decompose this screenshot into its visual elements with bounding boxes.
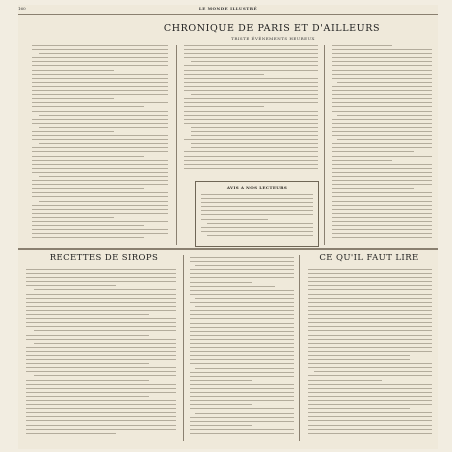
text-line [32,233,168,234]
text-line [201,194,313,195]
text-line [184,90,318,91]
text-line [195,306,294,307]
text-line [32,102,168,103]
text-line [32,49,168,50]
notice-body [201,194,313,242]
text-line [332,164,432,165]
text-line [190,392,294,393]
text-line [32,57,168,58]
text-line [190,404,252,405]
text-line [32,205,168,206]
text-line [190,323,294,324]
text-line [184,78,318,79]
text-line [332,61,432,62]
text-line [308,343,432,344]
text-line [26,273,176,274]
text-line [184,168,318,169]
text-line [190,314,294,315]
chronique-subtitle: TRISTE ÉVÉNEMENTS HEUREUX [231,36,315,41]
text-line [332,102,432,103]
text-line [190,294,294,295]
text-line [308,306,432,307]
text-line [26,412,176,413]
text-line [26,347,176,348]
text-line [308,326,432,327]
text-line [308,388,432,389]
column-divider [324,45,325,245]
text-line [190,384,294,385]
text-line [308,289,432,290]
text-line [32,188,144,189]
text-line [308,351,432,352]
newspaper-page [18,5,438,449]
text-line [332,176,432,177]
running-head [18,5,438,13]
column-divider [183,255,184,441]
text-line [308,302,432,303]
text-line [32,151,168,152]
text-line [184,156,318,157]
text-line [308,285,432,286]
text-line [308,380,382,381]
text-line [332,188,414,189]
text-line [190,331,294,332]
text-line [32,111,168,112]
text-line [32,123,168,124]
text-line [190,429,294,430]
text-line [39,127,168,128]
text-line [26,359,176,360]
text-line [207,235,313,236]
text-line [26,294,176,295]
text-line [308,281,432,282]
text-line [32,196,168,197]
text-line [308,273,432,274]
text-line [190,355,294,356]
text-line [190,286,275,287]
text-line [332,70,432,71]
text-line [332,151,414,152]
lire-title: CE QU'IL FAUT LIRE [319,253,419,263]
text-line [26,420,176,421]
text-line [190,417,294,418]
text-line [308,363,432,364]
page-number: 160 [18,6,26,11]
text-line [308,367,432,368]
text-line [26,306,176,307]
text-line [332,94,432,95]
text-line [34,343,177,344]
text-line [308,404,432,405]
text-line [39,115,168,116]
text-line [26,298,176,299]
text-line [190,273,294,274]
text-line [337,139,432,140]
text-line [26,339,176,340]
text-line [190,433,294,434]
text-line [184,57,318,58]
text-line [26,314,149,315]
text-line [32,131,114,132]
text-line [190,343,294,344]
text-line [184,98,318,99]
text-line [332,131,432,132]
chronique-column-2 [184,45,318,175]
text-line [201,219,268,220]
text-line [332,90,432,91]
text-line [308,400,432,401]
text-line [26,392,176,393]
text-line [308,269,432,270]
text-line [190,351,294,352]
text-line [190,400,294,401]
section-rule [18,248,438,250]
text-line [32,94,168,95]
text-line [191,61,318,62]
text-line [201,231,313,232]
text-line [191,147,318,148]
text-line [32,160,168,161]
text-line [32,119,168,120]
text-line [26,408,176,409]
text-line [190,363,294,364]
text-line [190,282,252,283]
text-line [26,371,176,372]
text-line [308,384,432,385]
text-line [184,139,318,140]
text-line [32,168,168,169]
column-divider [299,255,300,441]
text-line [190,261,294,262]
text-line [332,98,432,99]
text-line [308,277,432,278]
text-line [190,396,294,397]
text-line [332,229,432,230]
text-line [26,400,176,401]
text-line [26,416,176,417]
text-line [332,106,432,107]
text-line [26,355,176,356]
text-line [191,94,318,95]
text-line [195,413,294,414]
text-line [190,327,294,328]
text-line [184,160,318,161]
text-line [32,213,168,214]
text-line [308,429,432,430]
text-line [26,322,176,323]
text-line [308,339,432,340]
text-line [201,227,313,228]
text-line [26,404,176,405]
text-line [32,229,168,230]
text-line [26,425,176,426]
chronique-title: CHRONIQUE DE PARIS ET D'AILLEURS [163,23,381,34]
text-line [332,119,432,120]
text-line [184,70,318,71]
text-line [184,151,318,152]
text-line [190,388,294,389]
text-line [32,90,168,91]
text-line [32,78,168,79]
text-line [32,192,168,193]
text-line [39,201,168,202]
text-line [332,160,392,161]
text-line [32,106,144,107]
text-line [308,375,432,376]
text-line [201,206,313,207]
text-line [190,359,294,360]
text-line [190,421,294,422]
text-line [26,310,176,311]
text-line [32,98,114,99]
text-line [308,396,432,397]
text-line [26,384,176,385]
text-line [32,237,144,238]
text-line [332,78,432,79]
text-line [32,70,114,71]
text-line [332,201,432,202]
text-line [195,265,294,266]
text-line [184,86,318,87]
text-line [332,205,432,206]
column-divider [176,45,177,245]
text-line [332,237,432,238]
text-line [190,310,294,311]
text-line [332,184,432,185]
text-line [332,143,432,144]
text-line [332,53,432,54]
text-line [337,82,432,83]
text-line [184,115,318,116]
text-line [26,302,176,303]
text-line [308,420,432,421]
text-line [201,202,313,203]
text-line [191,127,318,128]
text-line [39,53,168,54]
text-line [34,330,177,331]
text-line [337,115,432,116]
text-line [190,269,294,270]
text-line [32,61,168,62]
text-line [332,180,432,181]
text-line [332,57,432,58]
text-line [34,289,177,290]
text-line [184,74,264,75]
text-line [332,86,432,87]
text-line [201,210,313,211]
text-line [308,359,410,360]
text-line [332,65,432,66]
text-line [195,298,294,299]
text-line [201,198,313,199]
text-line [191,135,318,136]
notice-title: AVIS A NOS LECTEURS [226,185,288,190]
text-line [207,223,313,224]
text-line [332,156,432,157]
recettes-title: RECETTES DE SIROPS [49,253,159,263]
text-line [26,335,149,336]
text-line [34,375,177,376]
text-line [184,111,318,112]
text-line [308,416,432,417]
recettes-column-1 [26,269,176,441]
text-line [32,82,168,83]
text-line [308,310,432,311]
text-line [32,45,168,46]
text-line [32,156,144,157]
text-line [39,176,168,177]
text-line [332,168,432,169]
text-line [26,351,176,352]
text-line [332,209,432,210]
text-line [332,221,432,222]
text-line [32,147,168,148]
text-line [184,164,318,165]
journal-name: LE MONDE ILLUSTRÉ [198,6,258,11]
text-line [332,233,432,234]
text-line [184,49,318,50]
text-line [308,347,432,348]
text-line [332,147,432,148]
text-line [32,225,144,226]
text-line [190,372,294,373]
notice-box [195,181,319,247]
text-line [26,380,149,381]
text-line [191,131,318,132]
text-line [39,143,168,144]
text-line [308,425,432,426]
text-line [26,318,176,319]
text-line [332,225,432,226]
text-line [32,86,168,87]
text-line [190,339,294,340]
text-line [308,433,432,434]
text-line [184,82,318,83]
text-line [32,209,168,210]
text-line [308,355,410,356]
text-line [32,65,168,66]
text-line [332,192,432,193]
text-line [332,111,432,112]
text-line [332,217,432,218]
text-line [184,106,264,107]
text-line [190,277,294,278]
text-line [195,368,294,369]
text-line [26,433,116,434]
text-line [32,172,168,173]
chronique-column-3 [332,45,432,245]
text-line [26,277,176,278]
header-rule [18,14,438,15]
text-line [190,425,252,426]
text-line [332,123,432,124]
text-line [332,135,432,136]
recettes-column-2 [190,257,294,443]
text-line [332,127,432,128]
text-line [32,221,168,222]
text-line [201,214,313,215]
text-line [308,322,432,323]
text-line [308,330,432,331]
text-line [190,380,252,381]
text-line [184,45,318,46]
text-line [32,164,168,165]
text-line [308,314,432,315]
text-line [32,217,114,218]
text-line [32,135,168,136]
text-line [314,371,432,372]
text-line [184,65,318,66]
text-line [184,102,318,103]
text-line [190,376,294,377]
text-line [26,269,176,270]
text-line [191,143,318,144]
text-line [26,429,176,430]
lire-column [308,269,432,441]
text-line [26,285,116,286]
text-line [308,408,410,409]
chronique-column-1 [32,45,168,245]
text-line [26,367,176,368]
text-line [32,180,168,181]
text-line [332,213,432,214]
text-line [190,408,294,409]
text-line [190,290,294,291]
text-line [184,123,318,124]
text-line [308,335,432,336]
text-line [26,388,176,389]
text-line [26,281,176,282]
text-line [190,257,294,258]
text-line [26,396,149,397]
text-line [32,184,168,185]
text-line [308,412,432,413]
text-line [32,74,168,75]
text-line [190,335,294,336]
text-line [332,49,432,50]
text-line [26,326,176,327]
text-line [332,74,432,75]
text-line [184,53,318,54]
text-line [190,347,294,348]
text-line [332,172,432,173]
text-line [190,302,294,303]
text-line [308,298,432,299]
text-line [26,363,149,364]
text-line [308,318,432,319]
text-line [184,119,318,120]
text-line [332,196,432,197]
text-line [308,294,432,295]
text-line [32,139,168,140]
text-line [308,392,432,393]
text-line [332,45,392,46]
text-line [190,318,294,319]
